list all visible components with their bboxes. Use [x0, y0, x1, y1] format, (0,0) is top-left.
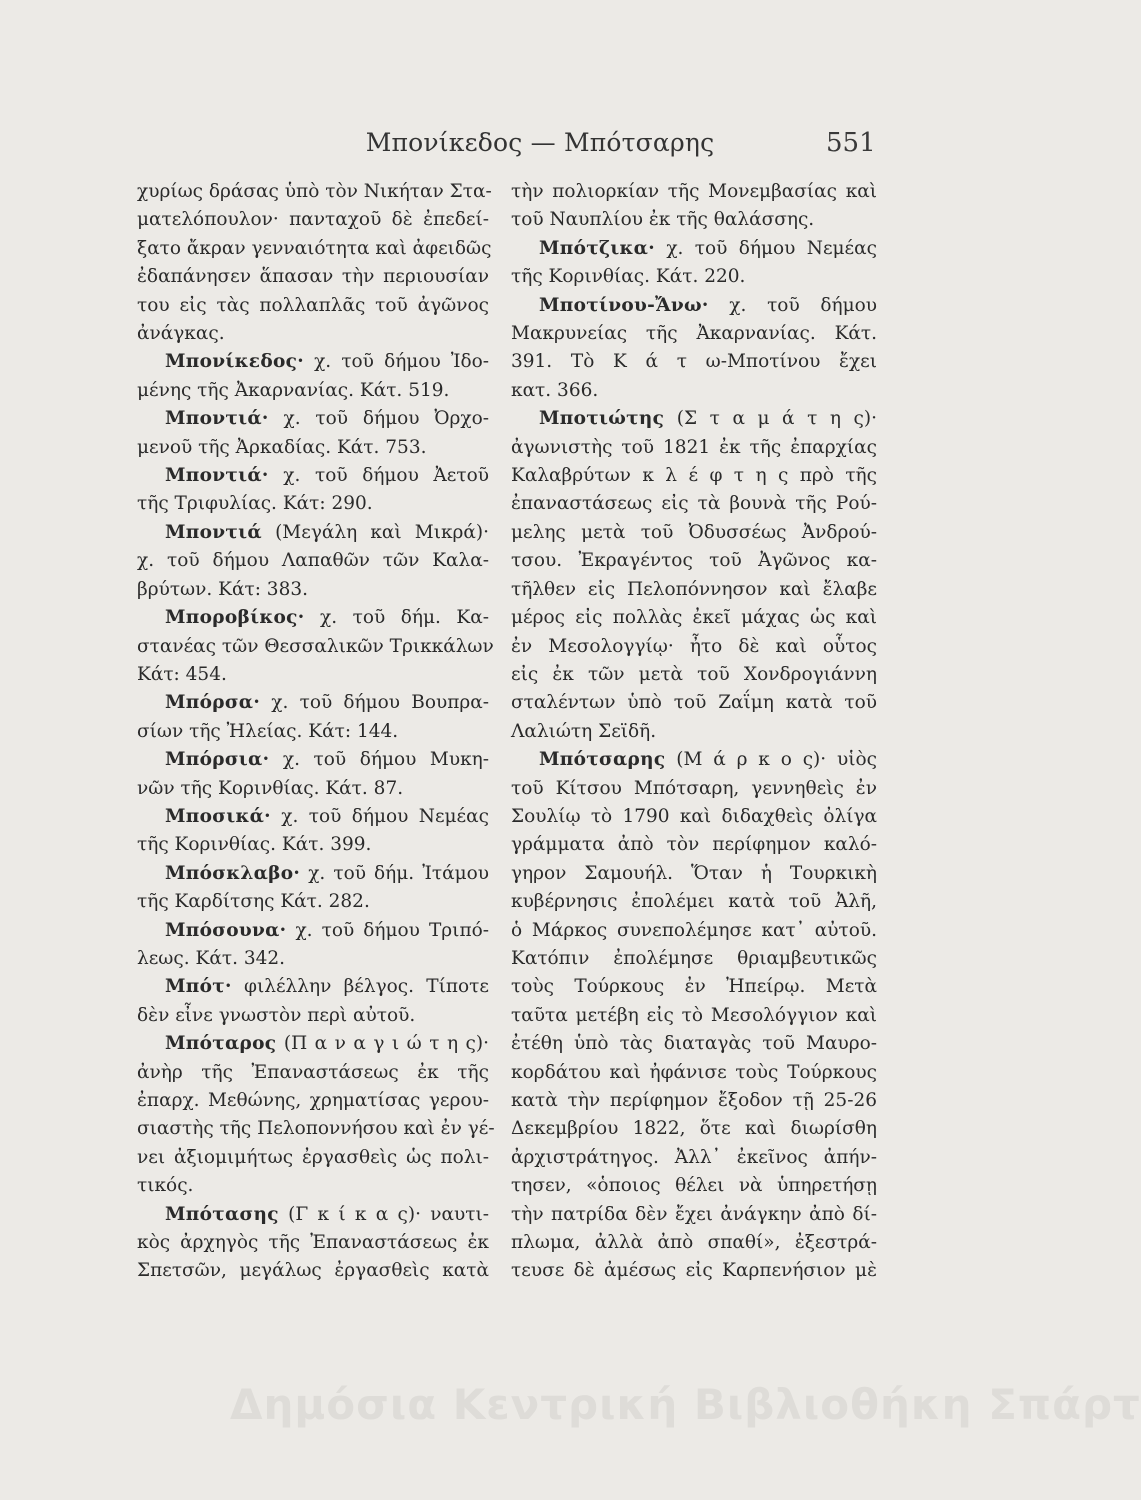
line-text: φιλέλλην βέλγος. Τίποτε — [231, 976, 489, 998]
text-line — [511, 803, 877, 831]
text-line — [137, 1030, 489, 1058]
text-line — [137, 235, 492, 263]
line-text: χ. τοῦ δήμου Βουπρα- — [260, 692, 489, 714]
text-line — [137, 462, 489, 490]
entry-headword: Μποντιά· — [165, 465, 269, 487]
text-line — [511, 178, 877, 206]
text-line — [511, 1172, 877, 1200]
text-line — [137, 973, 489, 1001]
text-line — [511, 661, 877, 689]
text-line — [511, 604, 877, 632]
entry-headword: Μπόρσια· — [165, 749, 270, 771]
line-text: δὲν εἶνε γνωστὸν περὶ αὐτοῦ. — [137, 1004, 416, 1026]
text-line — [511, 1229, 877, 1257]
line-text: 391. Τὸ Κ ά τ ω-Μποτίνου ἔχει — [511, 351, 877, 373]
entry-headword: Μπόσκλαβο· — [165, 862, 301, 884]
line-text: χ. τοῦ δήμου Λαπαθῶν τῶν Καλα- — [137, 550, 489, 572]
text-line — [511, 888, 877, 916]
line-text: Καλαβρύτων κ λ έ φ τ η ς πρὸ τῆς — [511, 465, 877, 487]
text-line — [137, 1087, 489, 1115]
line-text: (Μ ά ρ κ ο ς)· υἱὸς — [665, 749, 877, 771]
line-text: χ. τοῦ δήμου Μυκη- — [269, 749, 489, 771]
text-line — [137, 292, 489, 320]
text-line — [137, 860, 489, 888]
text-line — [137, 434, 489, 462]
text-line — [137, 917, 489, 945]
text-line — [137, 1201, 489, 1229]
line-text: σταλέντων ὑπὸ τοῦ Ζαΐμη κατὰ τοῦ — [511, 692, 877, 714]
text-line — [511, 775, 877, 803]
line-text: λεως. Κάτ. 342. — [137, 947, 286, 969]
text-line — [511, 1144, 877, 1172]
entry-headword: Μπόσουνα· — [165, 919, 287, 941]
text-line — [511, 1030, 877, 1058]
text-line — [137, 263, 489, 291]
line-text: χ. τοῦ δήμ. Ἰτάμου — [300, 862, 489, 884]
line-text: εἰς ἐκ τῶν μετὰ τοῦ Χονδρογιάννη — [511, 663, 877, 685]
line-text: τσου. Ἐκραγέντος τοῦ Ἀγῶνος κα- — [511, 550, 877, 572]
line-text: χ. τοῦ δήμου — [708, 294, 877, 316]
line-text: τὴν πολιορκίαν τῆς Μονεμβασίας καὶ — [511, 181, 877, 202]
text-line — [137, 1172, 489, 1200]
line-text: πλωμα, ἀλλὰ ἀπὸ σπαθί», ἐξεστρά- — [511, 1232, 877, 1254]
running-title: Μπονίκεδος — Μπότσαρης — [365, 128, 715, 157]
text-line — [511, 945, 877, 973]
line-text: τῆς Κορινθίας. Κάτ. 399. — [137, 834, 372, 856]
text-line — [137, 831, 489, 859]
line-text: ὁ Μάρκος συνεπολέμησε κατ᾽ αὐτοῦ. — [511, 919, 877, 941]
line-text: ἀρχιστράτηγος. Ἀλλ᾽ ἐκεῖνος ἀπήν- — [511, 1146, 877, 1168]
text-line — [137, 320, 489, 348]
text-line — [511, 689, 877, 717]
text-line — [137, 576, 489, 604]
text-line — [511, 434, 877, 462]
text-line — [137, 348, 489, 376]
line-text: τὴν πατρίδα δὲν ἔχει ἀνάγκην ἀπὸ δί- — [511, 1203, 877, 1225]
line-text: (Π α ν α γ ι ώ τ η ς)· — [276, 1033, 489, 1055]
line-text: χ. τοῦ δήμ. Κα- — [304, 607, 489, 629]
page-header — [0, 128, 1035, 168]
right-column — [511, 178, 877, 1286]
text-line — [511, 917, 877, 945]
text-line — [511, 1002, 877, 1030]
entry-headword: Μπόταρος — [165, 1033, 277, 1055]
line-text: Κάτ: 454. — [137, 663, 227, 685]
library-watermark: Δημόσια Κεντρική Βιβλιοθήκη Σπάρτ — [230, 1380, 1141, 1429]
line-text: ἐτέθη ὑπὸ τὰς διαταγὰς τοῦ Μαυρο- — [511, 1033, 877, 1055]
entry-headword: Μποντιά — [165, 521, 262, 543]
line-text: τῆλθεν εἰς Πελοπόννησον καὶ ἔλαβε — [511, 578, 877, 600]
line-text: τῆς Τριφυλίας. Κάτ: 290. — [137, 493, 373, 515]
text-line — [511, 1257, 877, 1285]
text-line — [511, 1201, 877, 1229]
text-line — [137, 746, 489, 774]
entry-headword: Μποντιά· — [165, 408, 269, 430]
text-line — [511, 633, 877, 661]
line-text: κατ. 366. — [511, 379, 599, 401]
text-line — [511, 831, 877, 859]
line-text: χ. τοῦ δήμου Ἰδο- — [303, 351, 489, 373]
text-line — [511, 377, 877, 405]
text-line — [137, 775, 489, 803]
line-text: Κατόπιν ἐπολέμησε θριαμβευτικῶς — [511, 947, 877, 969]
line-text: στανέας τῶν Θεσσαλικῶν Τρικκάλων — [137, 635, 494, 657]
text-line — [137, 888, 489, 916]
line-text: χυρίως δράσας ὑπὸ τὸν Νικήταν Στα- — [137, 181, 492, 202]
text-line — [137, 1059, 489, 1087]
line-text: χ. τοῦ δήμου Ὀρχο- — [268, 408, 489, 430]
entry-headword: Μπότ· — [165, 976, 232, 998]
text-line — [137, 547, 489, 575]
line-text: νῶν τῆς Κορινθίας. Κάτ. 87. — [137, 777, 404, 799]
text-line — [511, 348, 877, 376]
left-column — [137, 178, 495, 1286]
line-text: ξατο ἄκραν γενναιότητα καὶ ἀφειδῶς — [137, 237, 492, 259]
text-line — [137, 633, 494, 661]
line-text: ἀνάγκας. — [137, 323, 225, 345]
line-text: ἐπαρχ. Μεθώνης, χρηματίσας γερου- — [137, 1090, 489, 1111]
text-line — [137, 803, 489, 831]
line-text: Σπετσῶν, μεγάλως ἐργασθεὶς κατὰ — [137, 1260, 489, 1282]
line-text: τικός. — [137, 1175, 194, 1197]
line-text: γράμματα ἀπὸ τὸν περίφημον καλό- — [511, 834, 877, 856]
line-text: τῆς Κορινθίας. Κάτ. 220. — [511, 266, 746, 288]
line-text: ἀνὴρ τῆς Ἐπαναστάσεως ἐκ τῆς — [137, 1061, 489, 1083]
text-line — [137, 377, 489, 405]
line-text: τοῦ Κίτσου Μπότσαρη, γεννηθεὶς ἐν — [511, 777, 877, 799]
line-text: μελης μετὰ τοῦ Ὀδυσσέως Ἀνδρού- — [511, 521, 877, 543]
text-line — [511, 1087, 877, 1115]
line-text: νει ἀξιομιμήτως ἐργασθεὶς ὡς πολι- — [137, 1146, 489, 1168]
text-line — [137, 405, 489, 433]
line-text: Δεκεμβρίου 1822, ὅτε καὶ διωρίσθη — [511, 1118, 877, 1140]
text-line — [137, 718, 489, 746]
text-line — [137, 661, 489, 689]
line-text: χ. τοῦ δήμου Νεμέας — [654, 237, 877, 259]
line-text: ἐδαπάνησεν ἅπασαν τὴν περιουσίαν — [137, 266, 489, 288]
text-line — [137, 178, 492, 206]
text-line — [511, 320, 877, 348]
entry-headword: Μποτίνου-Ἄνω· — [539, 294, 709, 316]
text-line — [511, 1059, 877, 1087]
entry-headword: Μποροβίκος· — [165, 607, 305, 629]
entry-headword: Μπονίκεδος· — [165, 351, 304, 373]
line-text: τοὺς Τούρκους ἐν Ἠπείρῳ. Μετὰ — [511, 976, 877, 998]
page-number: 551 — [826, 128, 876, 158]
line-text: μενοῦ τῆς Ἀρκαδίας. Κάτ. 753. — [137, 436, 427, 458]
line-text: μένης τῆς Ἀκαρνανίας. Κάτ. 519. — [137, 379, 450, 401]
line-text: (Γ κ ί κ α ς)· ναυτι- — [278, 1203, 489, 1225]
text-line — [511, 746, 877, 774]
line-text: (Μεγάλη καὶ Μικρά)· — [261, 521, 489, 543]
line-text: (Σ τ α μ ά τ η ς)· — [664, 408, 877, 430]
line-text: τευσε δὲ ἀμέσως εἰς Καρπενήσιον μὲ — [511, 1260, 877, 1282]
line-text: Λαλιώτη Σεϊδῆ. — [511, 720, 657, 742]
text-line — [511, 292, 877, 320]
line-text: χ. τοῦ δήμου Ἀετοῦ — [268, 465, 489, 487]
line-text: κατὰ τὴν περίφημον ἔξοδον τῇ 25-26 — [511, 1090, 877, 1111]
line-text: ἐπαναστάσεως εἰς τὰ βουνὰ τῆς Ρού- — [511, 493, 877, 515]
text-line — [137, 689, 489, 717]
entry-headword: Μπότζικα· — [539, 237, 655, 259]
text-line — [137, 519, 489, 547]
text-line — [137, 1002, 489, 1030]
line-text: Σουλίῳ τὸ 1790 καὶ διδαχθεὶς ὀλίγα — [511, 805, 877, 827]
line-text: τησεν, «ὁποιος θέλει νὰ ὑπηρετήσῃ — [511, 1175, 877, 1197]
text-line — [511, 576, 877, 604]
line-text: σιαστὴς τῆς Πελοποννήσου καὶ ἐν γέ- — [137, 1118, 495, 1140]
line-text: ἐν Μεσολογγίῳ· ἦτο δὲ καὶ οὗτος — [511, 635, 877, 657]
text-line — [511, 973, 877, 1001]
text-line — [137, 1257, 489, 1285]
text-line — [137, 604, 489, 632]
text-line — [137, 1229, 489, 1257]
line-text: κορδάτου καὶ ἠφάνισε τοὺς Τούρκους — [511, 1061, 877, 1083]
text-line — [511, 860, 877, 888]
text-line — [511, 547, 877, 575]
text-line — [511, 718, 877, 746]
text-line — [511, 462, 877, 490]
entry-headword: Μποσικά· — [165, 805, 271, 827]
text-line — [511, 1115, 877, 1143]
line-text: σίων τῆς Ἠλείας. Κάτ: 144. — [137, 720, 399, 742]
line-text: κὸς ἀρχηγὸς τῆς Ἐπαναστάσεως ἐκ — [137, 1232, 489, 1254]
text-line — [137, 945, 489, 973]
line-text: μέρος εἰς πολλὰς ἐκεῖ μάχας ὡς καὶ — [511, 607, 877, 629]
entry-headword: Μποτιώτης — [539, 408, 665, 430]
entry-headword: Μπότασης — [165, 1203, 279, 1225]
text-line — [511, 519, 877, 547]
line-text: χ. τοῦ δήμου Νεμέας — [270, 805, 489, 827]
text-line — [511, 490, 877, 518]
text-line — [137, 1144, 489, 1172]
line-text: βρύτων. Κάτ: 383. — [137, 578, 308, 600]
text-line — [137, 490, 489, 518]
text-line — [511, 206, 877, 234]
line-text: ματελόπουλον· πανταχοῦ δὲ ἐπεδεί- — [137, 209, 489, 231]
text-line — [137, 1115, 495, 1143]
text-line — [137, 206, 489, 234]
text-line — [511, 405, 877, 433]
line-text: τῆς Καρδίτσης Κάτ. 282. — [137, 891, 370, 913]
text-line — [511, 263, 877, 291]
entry-headword: Μπότσαρης — [539, 749, 666, 771]
line-text: Μακρυνείας τῆς Ἀκαρνανίας. Κάτ. — [511, 323, 877, 345]
line-text: κυβέρνησις ἐπολέμει κατὰ τοῦ Ἀλῆ, — [511, 891, 877, 913]
entry-headword: Μπόρσα· — [165, 692, 261, 714]
line-text: γηρον Σαμουήλ. Ὅταν ἡ Τουρκικὴ — [511, 862, 877, 884]
line-text: χ. τοῦ δήμου Τριπό- — [286, 919, 489, 941]
text-line — [511, 235, 877, 263]
line-text: ταῦτα μετέβη εἰς τὸ Μεσολόγγιον καὶ — [511, 1004, 877, 1026]
line-text: του εἰς τὰς πολλαπλᾶς τοῦ ἀγῶνος — [137, 294, 489, 316]
line-text: τοῦ Ναυπλίου ἐκ τῆς θαλάσσης. — [511, 209, 815, 231]
line-text: ἀγωνιστὴς τοῦ 1821 ἐκ τῆς ἐπαρχίας — [511, 436, 877, 458]
